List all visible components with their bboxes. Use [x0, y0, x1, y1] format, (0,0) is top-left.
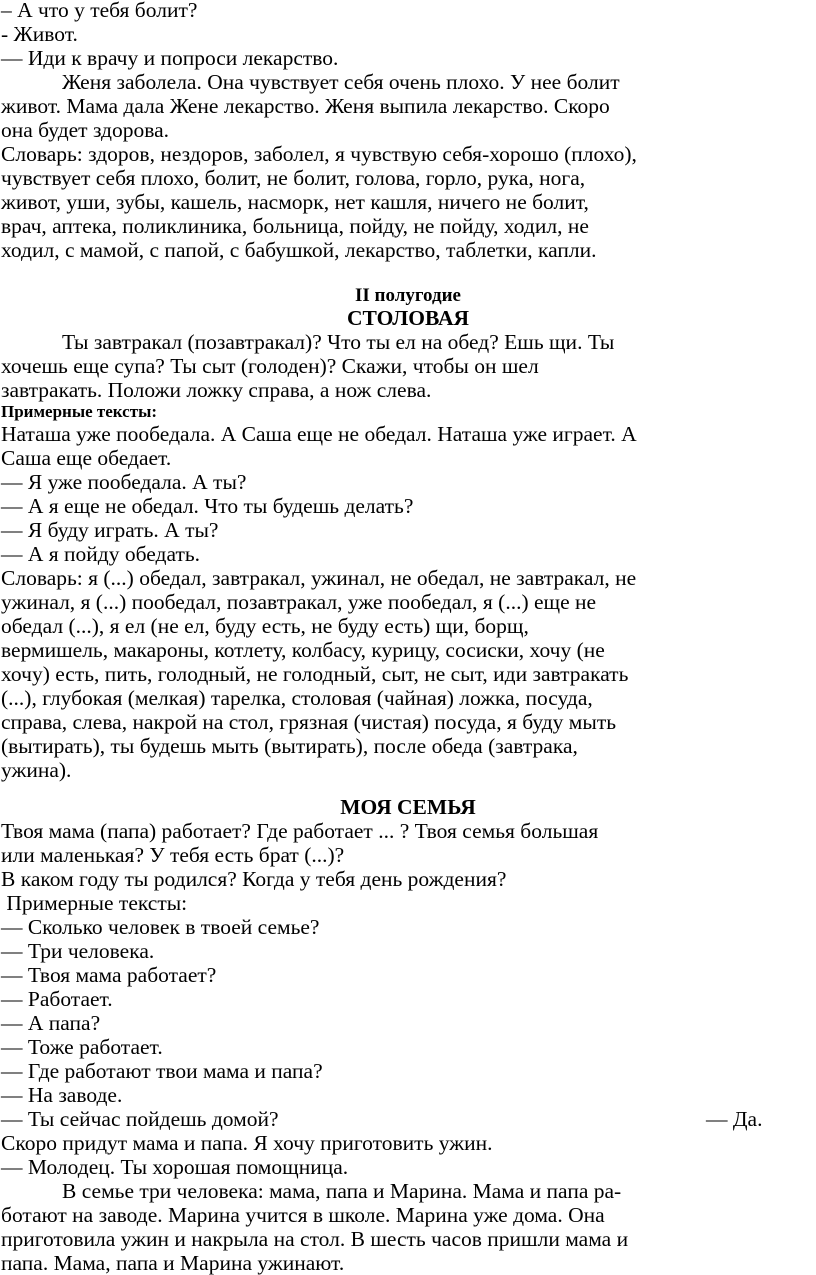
- dialog-line: — Ты сейчас пойдешь домой?: [1, 1107, 279, 1131]
- vocabulary-line: обедал (...), я ел (не ел, буду есть, не буду есть) щи, борщ,: [1, 614, 529, 638]
- dialog-line: — Молодец. Ты хорошая помощница.: [1, 1155, 349, 1179]
- paragraph-line: живот. Мама дала Жене лекарство. Женя выпила лекарство. Скоро: [1, 94, 610, 118]
- paragraph-line: приготовила ужин и накрыла на стол. В шесть часов пришли мама и: [1, 1227, 629, 1251]
- vocabulary-line: ужинал, я (...) пообедал, позавтракал, уже пообедал, я (...) еще не: [1, 590, 597, 614]
- vocabulary-line: (...), глубокая (мелкая) тарелка, столовая (чайная) ложка, посуда,: [1, 686, 593, 710]
- paragraph-line: или маленькая? У тебя есть брат (...)?: [1, 843, 345, 867]
- paragraph-line: она будет здорова.: [1, 118, 170, 142]
- semester-heading: II полугодие: [355, 285, 461, 306]
- vocabulary-line: вермишель, макароны, котлету, колбасу, курицу, сосиски, хочу (не: [1, 638, 605, 662]
- section-title: СТОЛОВАЯ: [346, 306, 470, 330]
- paragraph-line: завтракать. Положи ложку справа, а нож слева.: [1, 378, 432, 402]
- paragraph-line: В семье три человека: мама, папа и Марина. Мама и папа ра-: [62, 1179, 622, 1203]
- section-title: МОЯ СЕМЬЯ: [340, 795, 476, 819]
- dialog-line: — А папа?: [1, 1011, 101, 1035]
- dialog-line: — Тоже работает.: [1, 1035, 163, 1059]
- vocabulary-line: хочу) есть, пить, голодный, не голодный, сыт, не сыт, иди завтракать: [1, 662, 629, 686]
- paragraph-line: Женя заболела. Она чувствует себя очень плохо. У нее болит: [62, 70, 620, 94]
- vocabulary-line: Словарь: я (...) обедал, завтракал, ужинал, не обедал, не завтракал, не: [1, 566, 637, 590]
- paragraph-line: В каком году ты родился? Когда у тебя день рождения?: [1, 867, 507, 891]
- dialog-line: — Три человека.: [1, 939, 155, 963]
- paragraph-line: Саша еще обедает.: [1, 446, 172, 470]
- vocabulary-line: чувствует себя плохо, болит, не болит, голова, горло, рука, нога,: [1, 166, 586, 190]
- dialog-line: — А я еще не обедал. Что ты будешь делать?: [1, 494, 414, 518]
- dialog-line: — Я буду играть. А ты?: [1, 518, 219, 542]
- paragraph-line: Наташа уже пообедала. А Саша еще не обедал. Наташа уже играет. А: [1, 422, 637, 446]
- dialog-line: — А я пойду обедать.: [1, 542, 201, 566]
- dialog-line: — Где работают твои мама и папа?: [1, 1059, 323, 1083]
- dialog-line: — Работает.: [1, 987, 113, 1011]
- paragraph-line: Твоя мама (папа) работает? Где работает ... ? Твоя семья большая: [1, 819, 599, 843]
- vocabulary-line: ужина).: [1, 758, 72, 782]
- dialog-line: - Живот.: [1, 22, 78, 46]
- vocabulary-line: справа, слева, накрой на стол, грязная (чистая) посуда, я буду мыть: [1, 710, 617, 734]
- paragraph-line: Ты завтракал (позавтракал)? Что ты ел на обед? Ешь щи. Ты: [62, 330, 615, 354]
- vocabulary-line: живот, уши, зубы, кашель, насморк, нет кашля, ничего не болит,: [1, 190, 589, 214]
- paragraph-line: хочешь еще супа? Ты сыт (голоден)? Скажи, чтобы он шел: [1, 354, 539, 378]
- vocabulary-line: врач, аптека, поликлиника, больница, пойду, не пойду, ходил, не: [1, 214, 589, 238]
- dialog-line: — Я уже пообедала. А ты?: [1, 470, 247, 494]
- paragraph-line: папа. Мама, папа и Марина ужинают.: [1, 1251, 345, 1275]
- dialog-line: — Иди к врачу и попроси лекарство.: [1, 46, 339, 70]
- sample-texts-label: Примерные тексты:: [1, 402, 158, 421]
- dialog-reply: — Да.: [706, 1107, 763, 1131]
- dialog-line: — Твоя мама работает?: [1, 963, 217, 987]
- sample-texts-label: Примерные тексты:: [1, 891, 188, 915]
- vocabulary-line: (вытирать), ты будешь мыть (вытирать), после обеда (завтрака,: [1, 734, 578, 758]
- dialog-line: — Сколько человек в твоей семье?: [1, 915, 320, 939]
- vocabulary-line: Словарь: здоров, нездоров, заболел, я чувствую себя-хорошо (плохо),: [1, 142, 637, 166]
- vocabulary-line: ходил, с мамой, с папой, с бабушкой, лекарство, таблетки, капли.: [1, 238, 597, 262]
- paragraph-line: Скоро придут мама и папа. Я хочу приготовить ужин.: [1, 1131, 493, 1155]
- paragraph-line: ботают на заводе. Марина учится в школе. Марина уже дома. Она: [1, 1203, 605, 1227]
- dialog-line: – А что у тебя болит?: [1, 0, 198, 22]
- dialog-line: — На заводе.: [1, 1083, 123, 1107]
